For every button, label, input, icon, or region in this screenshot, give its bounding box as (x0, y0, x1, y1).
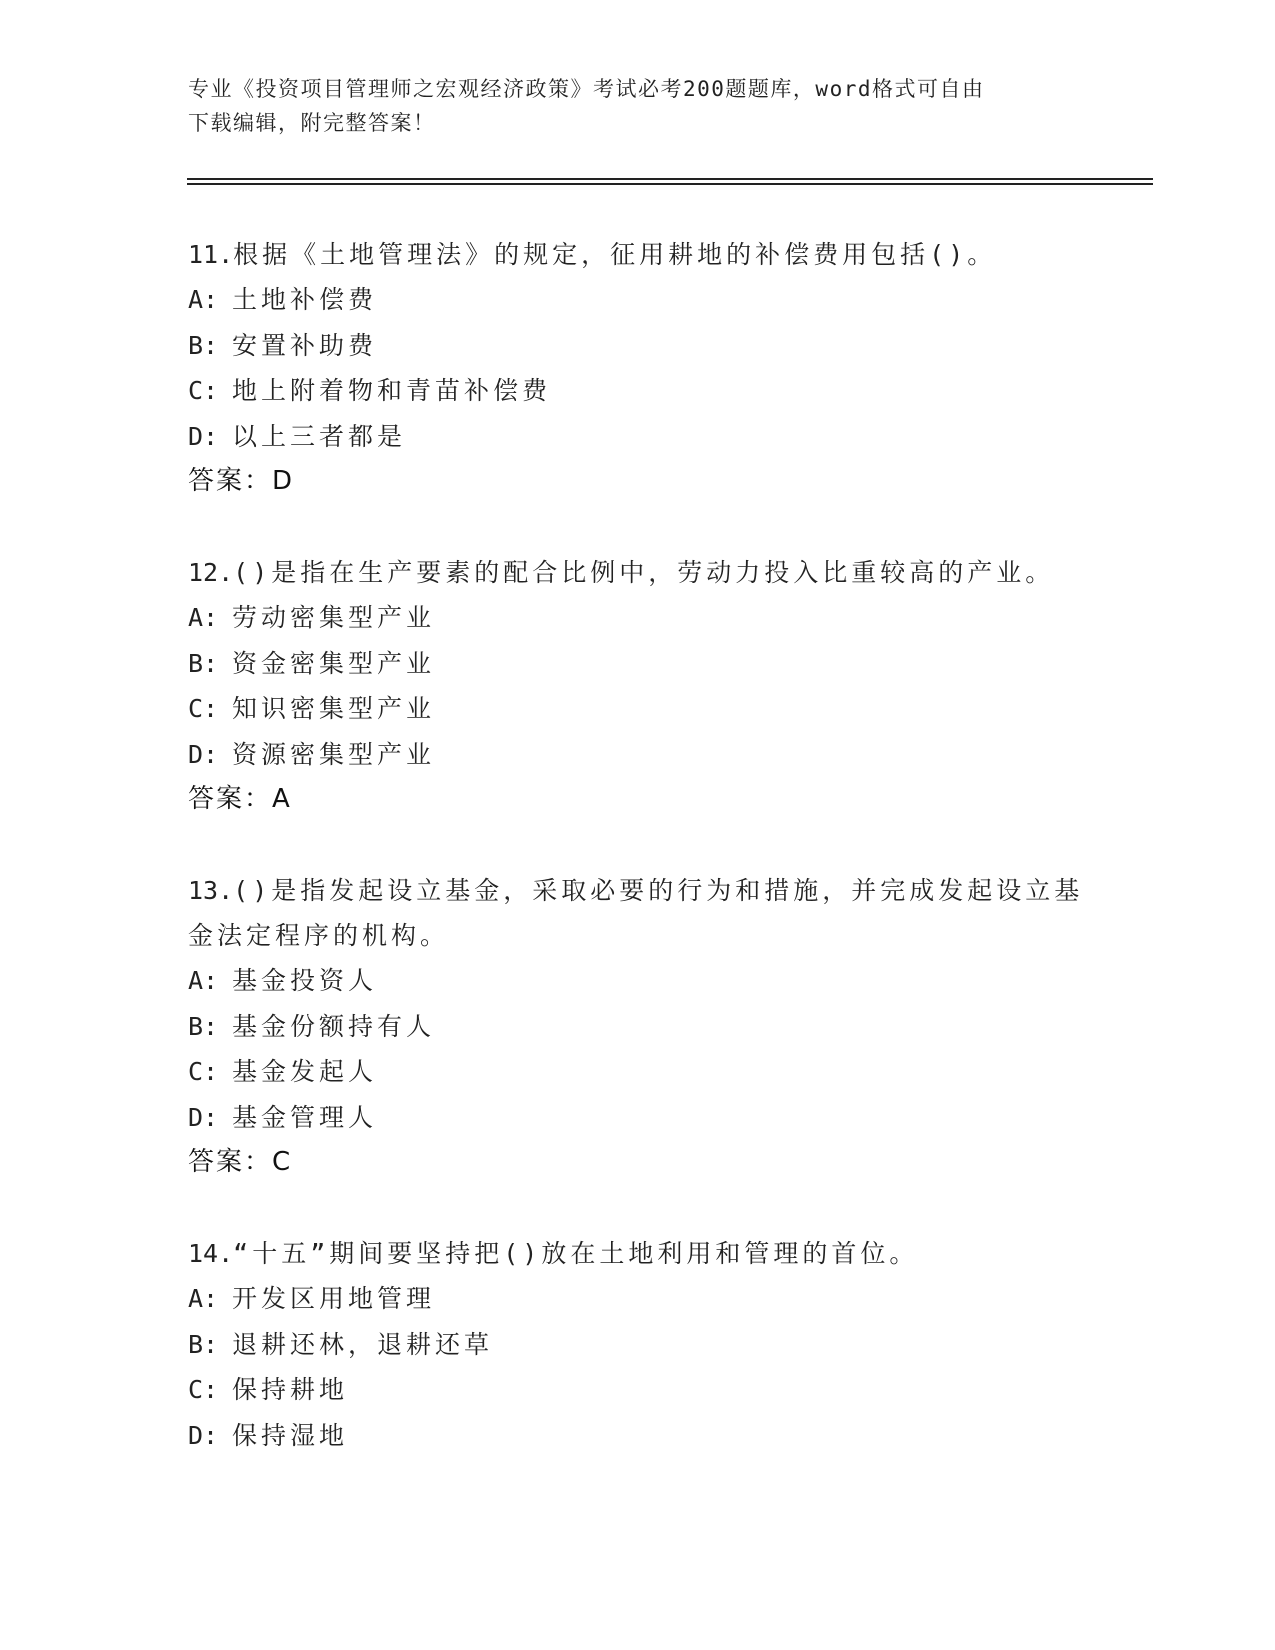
question-list (188, 232, 1088, 1504)
option-a (188, 277, 1088, 323)
option-c (188, 368, 1088, 414)
option-d (188, 732, 1088, 778)
option-b (188, 1004, 1088, 1050)
question-number: 14. (188, 1239, 234, 1268)
option-c (188, 1367, 1088, 1413)
option-d (188, 1095, 1088, 1141)
option-b (188, 1322, 1088, 1368)
option-letter: A: (188, 603, 219, 632)
option-d (188, 414, 1088, 460)
answer-line: 答案：C (188, 1147, 293, 1177)
question-number: 12. (188, 558, 234, 587)
question-stem (188, 1231, 1088, 1276)
header-line-1: 专业《投资项目管理师之宏观经济政策》考试必考200题题库，word格式可自由 (188, 77, 985, 101)
header-divider-bottom (187, 183, 1153, 185)
option-text: 土地补偿费 (232, 285, 378, 314)
option-text: 基金发起人 (232, 1057, 378, 1086)
header-divider-top (187, 178, 1153, 180)
option-text: 基金投资人 (232, 966, 378, 995)
option-a (188, 595, 1088, 641)
option-letter: A: (188, 1284, 219, 1313)
question-text: ()是指发起设立基金，采取必要的行为和措施，并完成发起设立基金法定程序的机构。 (188, 876, 1084, 950)
question-stem (188, 550, 1088, 595)
answer-line: 答案：D (188, 466, 295, 496)
question-text: ()是指在生产要素的配合比例中，劳动力投入比重较高的产业。 (233, 558, 1055, 587)
option-letter: A: (188, 966, 219, 995)
option-text: 退耕还林，退耕还草 (232, 1329, 494, 1359)
question-stem (188, 232, 1088, 277)
option-text: 保持耕地 (232, 1375, 349, 1404)
option-text: 开发区用地管理 (232, 1284, 436, 1313)
option-text: 地上附着物和青苗补偿费 (232, 376, 552, 405)
option-letter: B: (188, 1329, 219, 1359)
option-text: 劳动密集型产业 (232, 603, 436, 632)
option-text: 知识密集型产业 (232, 694, 436, 723)
option-letter: C: (188, 694, 219, 723)
question-item (188, 232, 1088, 504)
answer-line: 答案：A (188, 784, 292, 814)
option-text: 资源密集型产业 (232, 739, 436, 769)
question-number: 13. (188, 876, 234, 905)
question-text: 根据《土地管理法》的规定，征用耕地的补偿费用包括()。 (233, 240, 997, 269)
option-a (188, 958, 1088, 1004)
option-letter: D: (188, 1420, 219, 1450)
option-text: 以上三者都是 (232, 421, 407, 451)
option-letter: D: (188, 421, 219, 451)
question-item (188, 868, 1088, 1185)
option-b (188, 641, 1088, 687)
option-text: 安置补助费 (232, 330, 378, 360)
option-c (188, 686, 1088, 732)
option-d (188, 1413, 1088, 1459)
option-letter: A: (188, 285, 219, 314)
option-letter: D: (188, 739, 219, 769)
question-stem (188, 868, 1088, 958)
question-text: “十五”期间要坚持把()放在土地利用和管理的首位。 (233, 1239, 919, 1268)
option-text: 基金管理人 (232, 1102, 378, 1132)
document-header (188, 72, 1068, 140)
option-letter: B: (188, 648, 219, 678)
option-letter: D: (188, 1102, 219, 1132)
option-letter: B: (188, 330, 219, 360)
option-text: 保持湿地 (232, 1420, 349, 1450)
option-text: 基金份额持有人 (232, 1011, 436, 1041)
option-c (188, 1049, 1088, 1095)
question-item (188, 1231, 1088, 1458)
option-letter: B: (188, 1011, 219, 1041)
option-a (188, 1276, 1088, 1322)
option-b (188, 323, 1088, 369)
option-text: 资金密集型产业 (232, 648, 436, 678)
question-number: 11. (188, 240, 234, 269)
option-letter: C: (188, 376, 219, 405)
question-item (188, 550, 1088, 822)
header-line-2: 下载编辑，附完整答案！ (188, 111, 436, 135)
option-letter: C: (188, 1057, 219, 1086)
option-letter: C: (188, 1375, 219, 1404)
